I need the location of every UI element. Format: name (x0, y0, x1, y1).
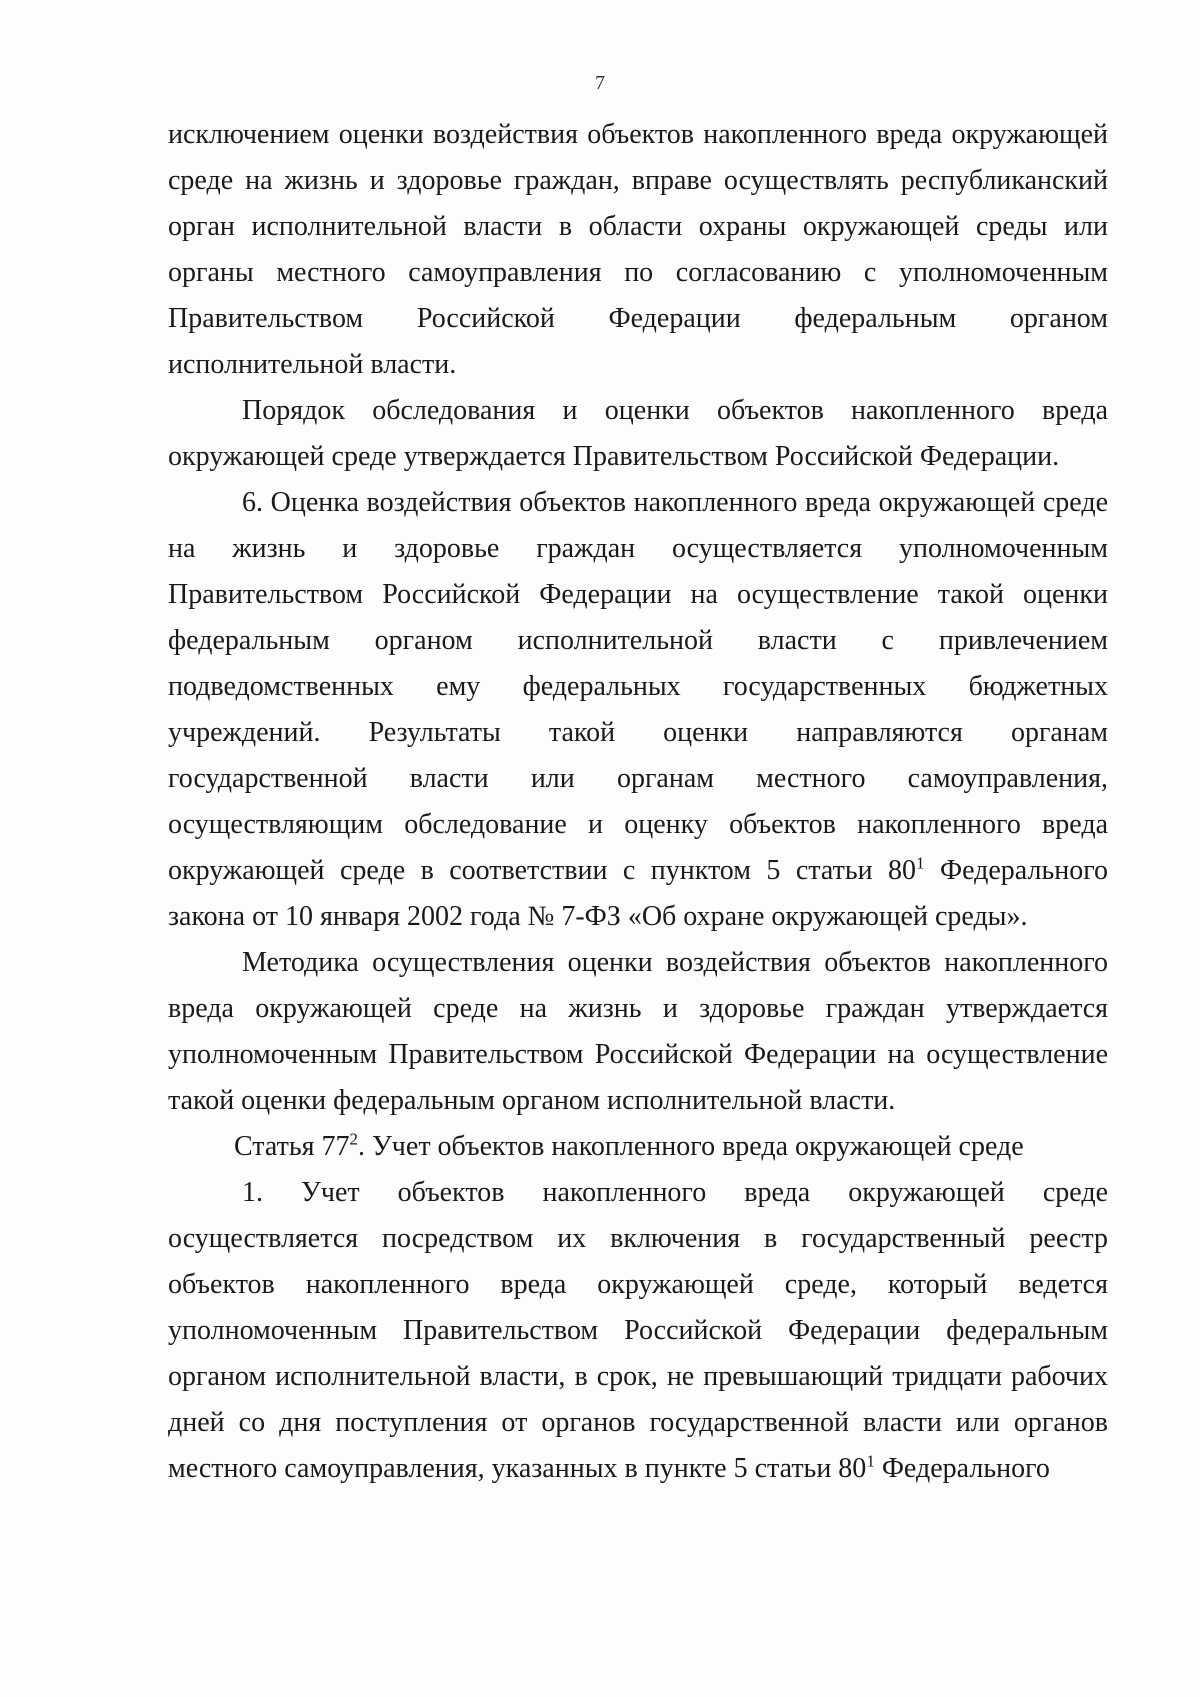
paragraph-item-6 (168, 480, 1108, 940)
paragraph-item-1-text-end: Федерального (874, 1453, 1050, 1484)
article-heading (168, 1124, 1108, 1170)
paragraph-methodology: Методика осуществления оценки воздействия объектов накопленного вреда окружающей среде на жизнь и здоровье граждан утверждается уполномоченным Правительством Российской Федерации на осуществление такой оценки федеральным органом исполнительной власти. (168, 947, 1108, 1116)
paragraph-item-6-text: 6. Оценка воздействия объектов накопленного вреда окружающей среде на жизнь и здоровье граждан осуществляется уполномоченным Правительством Российской Федерации на осуществление такой оценки федеральным органом исполнительной власти с привлечением подведомственных ему федеральных государственных бюджетных учреждений. Результаты такой оценки направляются органам государственной власти или органам местного самоуправления, осуществляющим обследование и оценку объектов накопленного вреда окружающей среде в соответствии с пунктом 5 статьи 80 (168, 487, 1108, 886)
paragraph-procedure: Порядок обследования и оценки объектов накопленного вреда окружающей среде утверждается Правительством Российской Федерации. (168, 395, 1108, 472)
superscript-index: 1 (866, 1451, 875, 1471)
superscript-index: 2 (349, 1129, 358, 1149)
paragraph-continuation: исключением оценки воздействия объектов накопленного вреда окружающей среде на жизнь и здоровье граждан, вправе осуществлять республиканский орган исполнительной власти в области охраны окружающей среды или органы местного самоуправления по согласованию с уполномоченным Правительством Российской Федерации федеральным органом исполнительной власти. (168, 119, 1108, 380)
article-heading-title: . Учет объектов накопленного вреда окружающей среде (357, 1131, 1024, 1162)
paragraph-item-1 (168, 1170, 1108, 1492)
page-number: 7 (595, 72, 605, 94)
article-heading-number: Статья 77 (234, 1131, 350, 1162)
paragraph-item-6-text-end: Федерального закона от 10 января 2002 года № 7-ФЗ «Об охране окружающей среды». (168, 855, 1108, 932)
superscript-index: 1 (916, 853, 925, 873)
document-body (168, 112, 1108, 1492)
paragraph-item-1-text: 1. Учет объектов накопленного вреда окружающей среде осуществляется посредством их включения в государственный реестр объектов накопленного вреда окружающей среде, который ведется уполномоченным Правительством Российской Федерации федеральным органом исполнительной власти, в срок, не превышающий тридцати рабочих дней со дня поступления от органов государственной власти или органов местного самоуправления, указанных в пункте 5 статьи 80 (168, 1177, 1108, 1484)
